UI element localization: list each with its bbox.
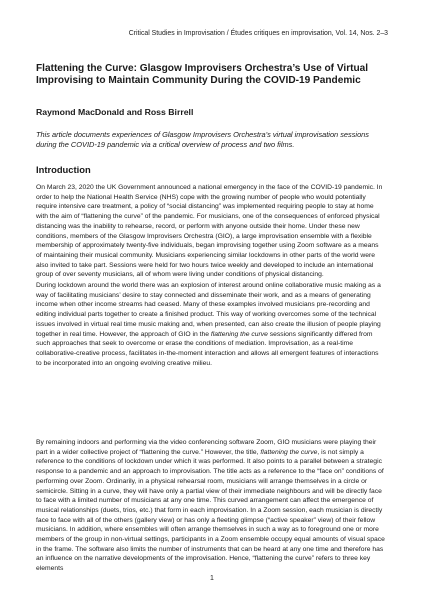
article-title: Flattening the Curve: Glasgow Improvisers Orchestra’s Use of Virtual Improvising to Maintain Community During the COVID-19 Pandemic bbox=[36, 63, 369, 86]
body-paragraph: On March 23, 2020 the UK Government announced a national emergency in the face of the COVID-19 pandemic. In order to help the National Health Service (NHS) cope with the growing number of people who would potentially require intensive care treatment, a policy of “social distancing” was implemented requiring people to stay at home with the aim of “flattening the curve” of the pandemic. For musicians, one of the consequences of enforced physical distancing was the inability to rehearse, record, or perform with anyone outside their home. Under these new conditions, members of the Glasgow Improvisers Orchestra (GIO), a large improvisation ensemble with a flexible membership of approximately twenty-five individuals, began improvising together using Zoom software as a means of maintaining their musical community. Musicians experiencing similar lockdowns in other parts of the world were also invited to take part. Sessions were held for two hours twice weekly and developed to include an international group of over seventy musicians, all of whom were living under conditions of physical distancing. bbox=[36, 184, 383, 279]
article-abstract: This article documents experiences of Glasgow Improvisers Orchestra’s virtual improvisation sessions during the COVID-19 pandemic via a critical overview of process and two films. bbox=[36, 130, 369, 149]
emphasized-text: flattening the curve bbox=[210, 330, 268, 338]
paragraph-text: sessions significantly differed from such approaches that seek to overcome or erase the conditions of mediation. Improvisation, as a real-time collaborative-creative process, facilitates in-the-moment interaction and allows all emergent features of interactions to be incorporated into an ongoing evolving creative milieu. bbox=[36, 330, 379, 367]
body-paragraph bbox=[36, 438, 386, 574]
page-number: 1 bbox=[210, 575, 214, 582]
emphasized-text: flattening the curve bbox=[260, 448, 318, 456]
body-paragraph bbox=[36, 281, 386, 368]
section-heading-introduction: Introduction bbox=[36, 164, 91, 175]
paragraph-text: , is not simply a reference to the conditions of lockdown under which it was performed. It also points to a parallel between a strategic response to a pandemic and an approach to improvisation. The title acts as a reference to the “face on” conditions of performing over Zoom. Ordinarily, in a physical rehearsal room, musicians will arrange themselves in a circle or semicircle. Sitting in a curve, they will have only a partial view of their immediate neighbours and will be directly face to face with a limited number of musicians at any one time. This curved arrangement can affect the emergence of musical relationships (duets, trios, etc.) that form in each improvisation. In a Zoom session, each musician is directly face to face with all of the others (gallery view) or has only a fleeting glimpse (“active speaker” view) of their fellow musicians. In addition, where ensembles will often arrange themselves in such a way as to foreground one or more members of the group in non-virtual settings, participants in a Zoom ensemble occupy equal amounts of visual space in the frame. The software also limits the number of instruments that can be heard at any one time and therefore has an influence on the narrative developments of the improvisation. Hence, “flattening the curve” refers to three key elements bbox=[36, 448, 385, 573]
paragraph-text: By remaining indoors and performing via the video conferencing software Zoom, GIO musicians were playing their part in a wider collective project of “flattening the curve.” However, the title, bbox=[36, 439, 377, 456]
running-header: Critical Studies in Improvisation / Études critiques en improvisation, Vol. 14, Nos. 2–3 bbox=[128, 30, 388, 37]
article-authors: Raymond MacDonald and Ross Birrell bbox=[36, 107, 194, 117]
paragraph-text: During lockdown around the world there was an explosion of interest around online collaborative music making as a way of facilitating musicians’ desire to stay connected and disseminate their work, and as a means of generating income when other income streams had ceased. Many of these examples involved musicians pre-recording and editing individual parts together to create a finished product. This way of working overcomes some of the technical issues involved in virtual real time music making and, when presented, can also create the illusion of people playing together in real time. However, the approach of GIO in the bbox=[36, 282, 381, 338]
